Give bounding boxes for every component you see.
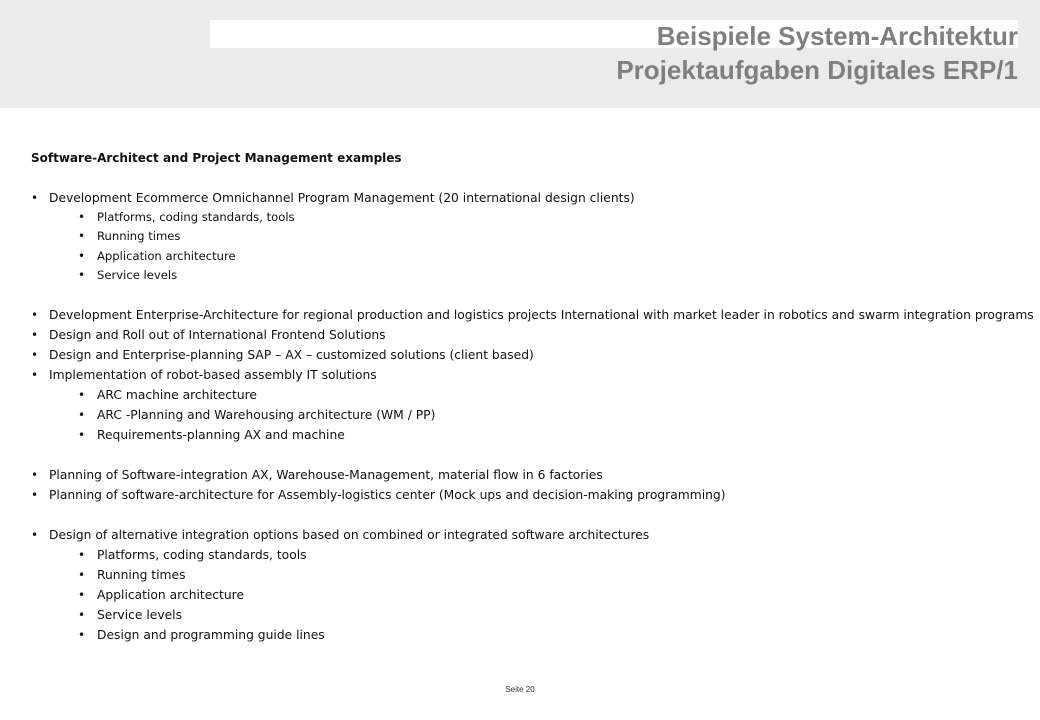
bullet-text: Design and programming guide lines [97, 628, 325, 643]
bullet-text: Implementation of robot-based assembly IT solutions [49, 368, 377, 383]
bullet-icon: • [31, 468, 39, 483]
sub-bullet-item [31, 585, 1021, 605]
bullet-text: Design and Roll out of International Frontend Solutions [49, 328, 386, 343]
bullet-icon: • [31, 308, 39, 323]
bullet-icon: • [31, 348, 39, 363]
bullet-text: Development Enterprise-Architecture for regional production and logistics projects International with market leader in robotics and swarm integration programs [49, 308, 1034, 323]
bullet-text: Planning of software-architecture for Assembly-logistics center (Mock ups and decision-making programming) [49, 488, 726, 503]
bullet-text: Planning of Software-integration AX, Warehouse-Management, material flow in 6 factories [49, 468, 603, 483]
bullet-icon: • [78, 428, 86, 443]
bullet-item [31, 188, 1021, 208]
bullet-text: Platforms, coding standards, tools [97, 210, 295, 224]
bullet-item [31, 305, 1034, 325]
sub-bullet-item [31, 385, 1021, 405]
bullet-text: ARC -Planning and Warehousing architecture (WM / PP) [97, 408, 436, 423]
sub-bullet-item [31, 405, 1021, 425]
bullet-icon: • [78, 408, 86, 423]
bullet-icon: • [78, 568, 86, 583]
bullet-icon: • [78, 628, 86, 643]
sub-bullet-item [31, 247, 1021, 266]
bullet-item [31, 485, 1021, 505]
sub-bullet-item [31, 266, 1021, 285]
bullet-icon: • [78, 588, 86, 603]
bullet-text: Application architecture [97, 588, 245, 603]
bullet-text: Application architecture [97, 248, 236, 263]
spacer [31, 445, 1021, 465]
bullet-item [31, 525, 1021, 545]
bullet-icon: • [31, 488, 39, 503]
bullet-text: Running times [97, 568, 186, 583]
bullet-icon: • [78, 608, 86, 623]
bullet-icon: • [78, 229, 86, 244]
bullet-icon: • [31, 368, 39, 383]
bullet-icon: • [31, 191, 39, 205]
bullet-item [31, 465, 1021, 485]
bullet-icon: • [78, 548, 86, 563]
bullet-icon: • [31, 528, 39, 543]
bullet-icon: • [78, 267, 86, 282]
bullet-item [31, 365, 1021, 385]
bullet-text: ARC machine architecture [97, 388, 257, 403]
bullet-icon: • [78, 388, 86, 403]
slide-header [0, 0, 1040, 108]
slide-title: Beispiele System-Architektur [656, 21, 1018, 51]
sub-bullet-item [31, 545, 1021, 565]
bullet-icon: • [78, 248, 86, 263]
bullet-text: Design of alternative integration options based on combined or integrated software architectures [49, 528, 650, 543]
bullet-text: Service levels [97, 608, 183, 623]
bullet-text: Development Ecommerce Omnichannel Program Management (20 international design clients) [49, 191, 635, 205]
sub-bullet-item [31, 605, 1021, 625]
sub-bullet-item [31, 425, 1021, 445]
slide-content [31, 148, 1034, 645]
bullet-text: Service levels [97, 267, 178, 282]
bullet-item [31, 325, 1021, 345]
bullet-text: Running times [97, 229, 181, 244]
bullet-text: Design and Enterprise-planning SAP – AX – customized solutions (client based) [49, 348, 534, 363]
spacer [31, 285, 1021, 305]
spacer [31, 168, 1021, 188]
sub-bullet-item [31, 208, 1021, 227]
bullet-text: Requirements-planning AX and machine [97, 428, 345, 443]
bullet-icon: • [31, 328, 39, 343]
bullet-text: Platforms, coding standards, tools [97, 548, 307, 563]
spacer [31, 505, 1021, 525]
section-title: Software-Architect and Project Management examples [31, 151, 402, 165]
bullet-icon: • [78, 210, 86, 224]
sub-bullet-item [31, 565, 1021, 585]
page-number: Seite 20 [505, 685, 535, 694]
sub-bullet-item [31, 625, 1021, 645]
sub-bullet-item [31, 227, 1021, 246]
slide-subtitle: Projektaufgaben Digitales ERP/1 [616, 55, 1018, 85]
bullet-item [31, 345, 1021, 365]
